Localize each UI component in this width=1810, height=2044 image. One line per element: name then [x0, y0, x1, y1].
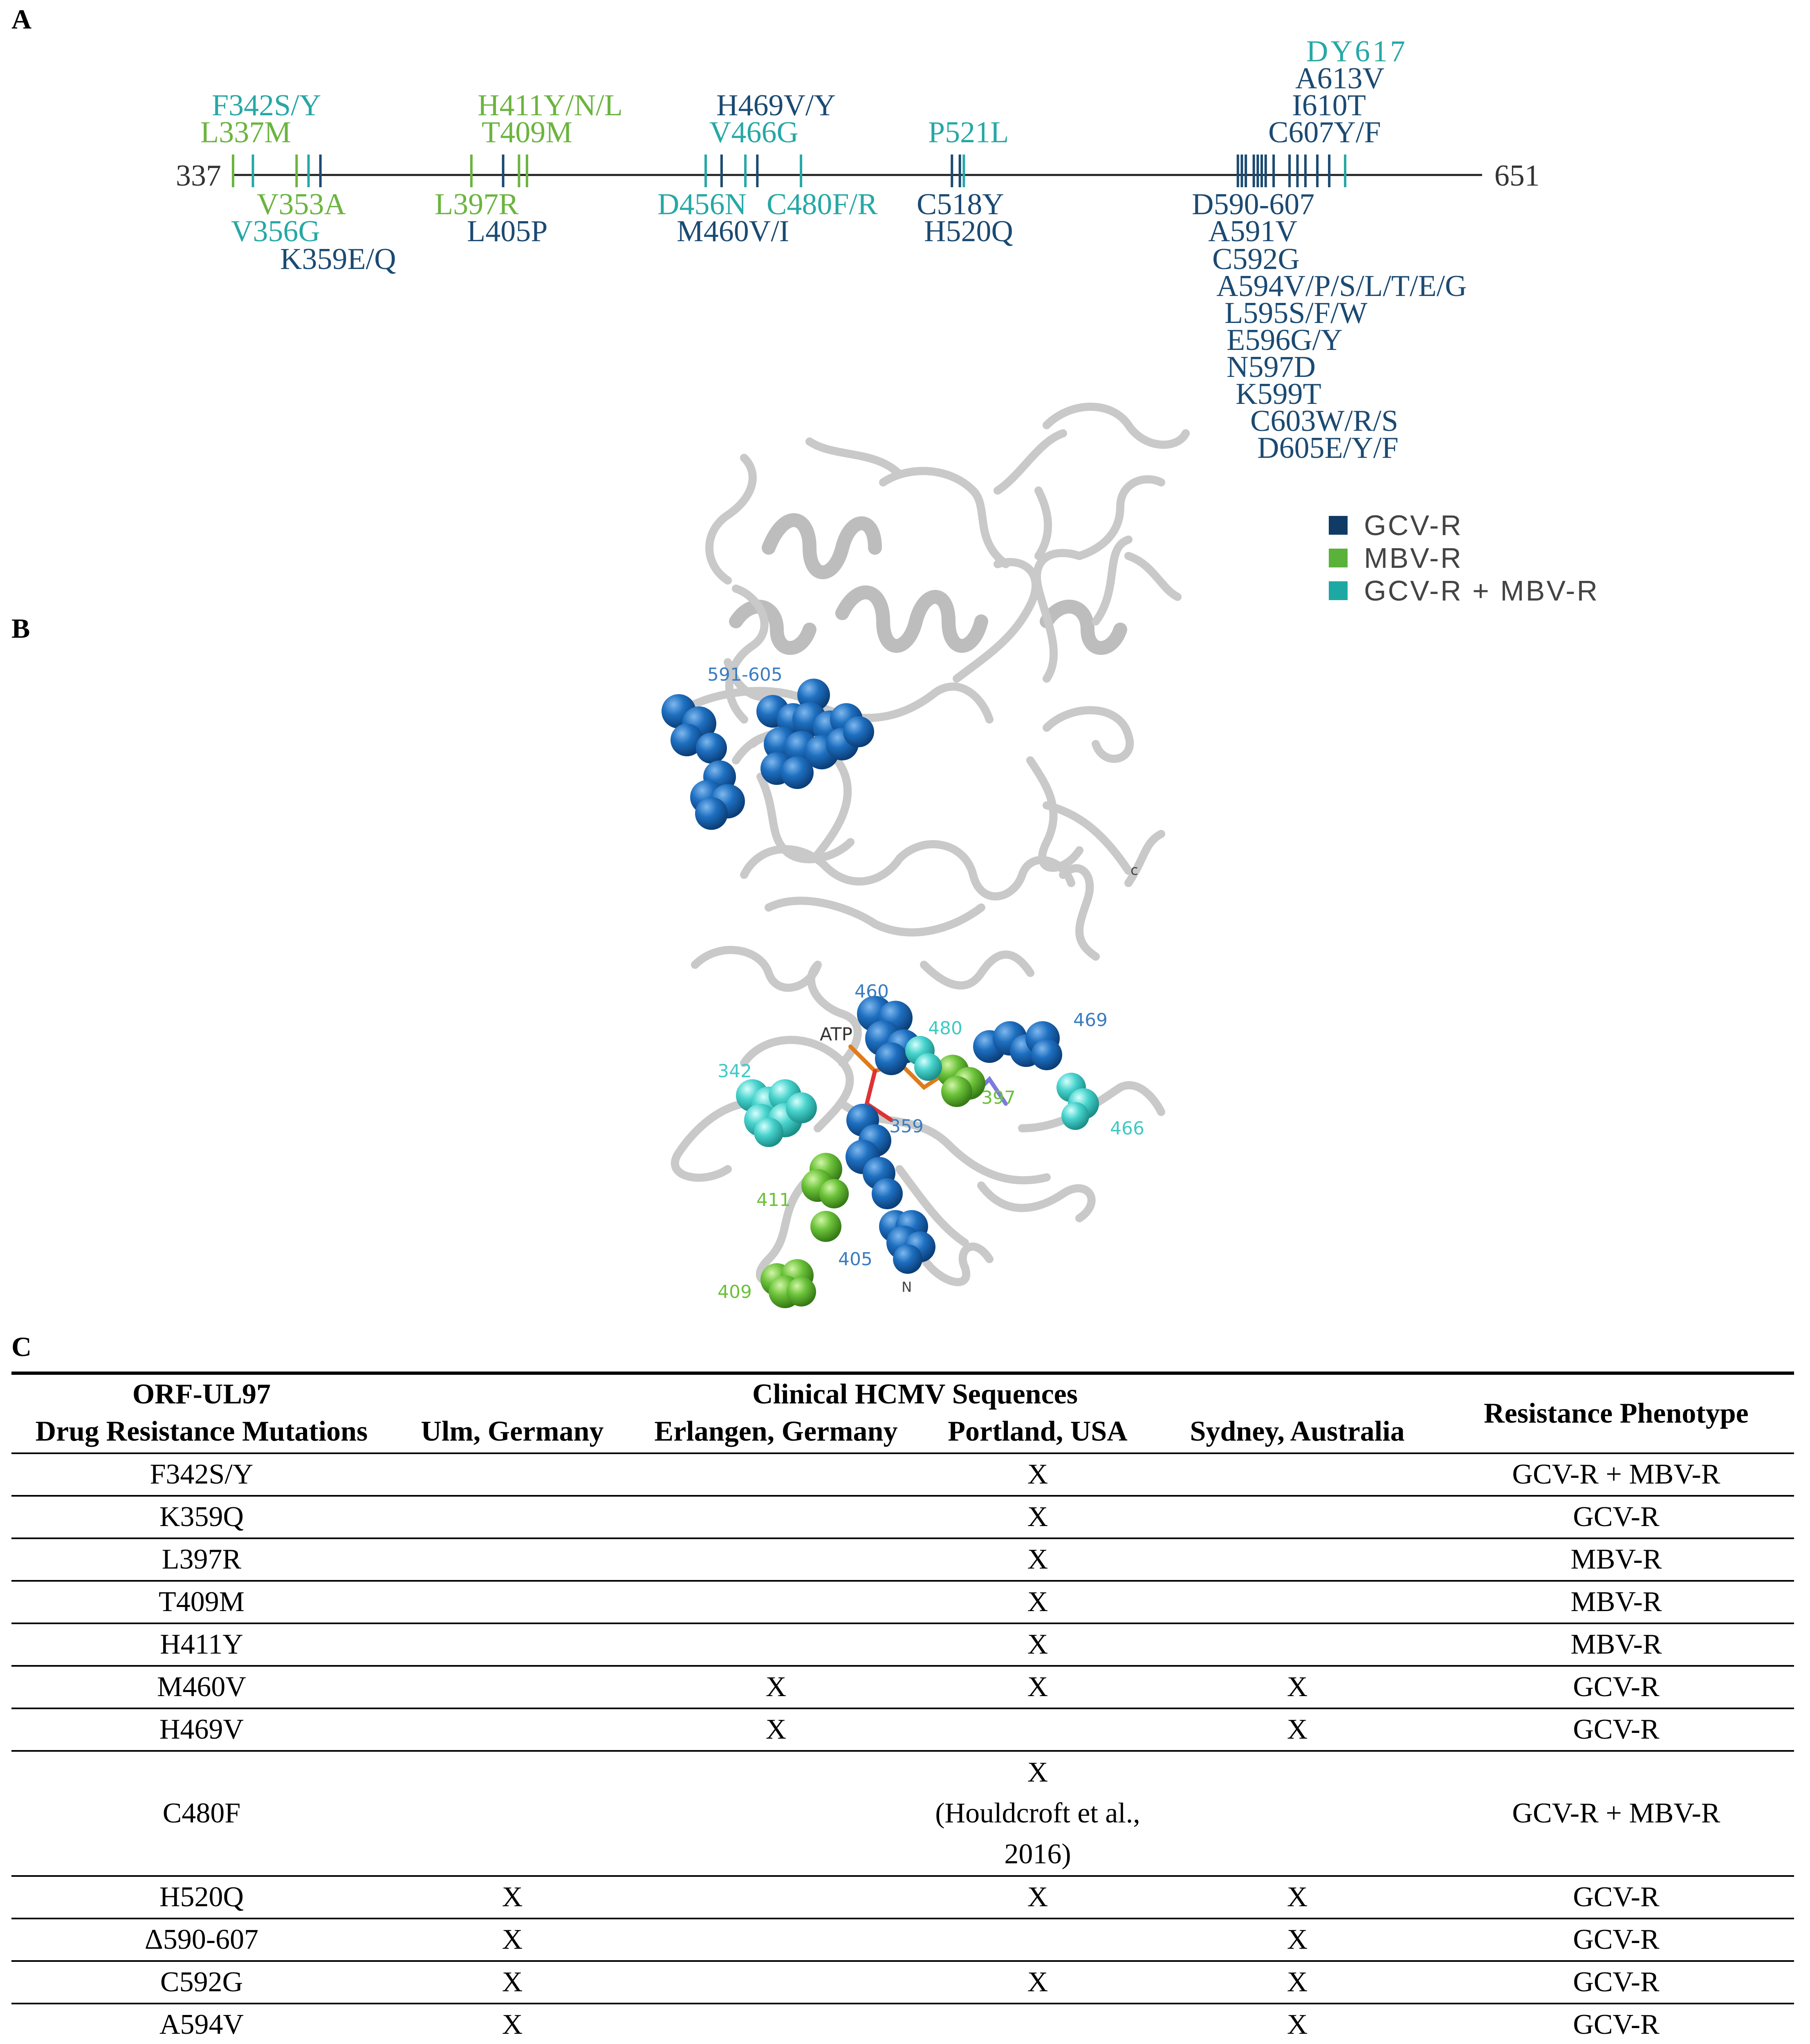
- protein-ribbon: [671, 687, 1161, 1282]
- map-label: D590-607: [1192, 188, 1315, 221]
- portland-cell: [919, 2004, 1156, 2044]
- phenotype-cell: GCV-R: [1573, 1924, 1660, 1955]
- portland-cell: X: [1027, 1586, 1048, 1618]
- erlangen-cell: X: [765, 1671, 787, 1703]
- table-row: [11, 1453, 1794, 1496]
- map-label: A613V: [1295, 62, 1384, 95]
- portland-cell: X: [1027, 1966, 1048, 1998]
- mutation-cell: C480F: [162, 1797, 241, 1829]
- map-label: L405P: [467, 215, 548, 248]
- header-site: Sydney, Australia: [1190, 1416, 1405, 1447]
- table-row: [11, 1708, 1794, 1751]
- portland-cell: X: [1027, 1881, 1048, 1913]
- table-row: [11, 1918, 1794, 1961]
- map-label: D605E/Y/F: [1257, 431, 1399, 465]
- erlangen-cell: [633, 1751, 919, 1876]
- map-label: H411Y/N/L: [478, 89, 623, 122]
- map-label: K359E/Q: [280, 242, 396, 276]
- phenotype-cell: GCV-R: [1573, 1881, 1660, 1913]
- mutation-cell: A594V: [159, 2009, 244, 2040]
- map-label: K599T: [1236, 377, 1321, 411]
- sydney-cell: [1156, 1623, 1438, 1666]
- erlangen-cell: [633, 2004, 919, 2044]
- header-phenotype: Resistance Phenotype: [1484, 1398, 1749, 1429]
- map-label: V353A: [257, 188, 346, 221]
- panel-label-b: B: [11, 613, 30, 644]
- table-row: [11, 1751, 1794, 1876]
- map-label: A594V/P/S/L/T/E/G: [1216, 269, 1467, 303]
- phenotype-cell: MBV-R: [1570, 1586, 1662, 1618]
- header-group: Clinical HCMV Sequences: [752, 1378, 1078, 1410]
- helix-ribbons: [736, 520, 1120, 648]
- phenotype-cell: GCV-R: [1573, 1671, 1660, 1703]
- sydney-cell: X: [1287, 2009, 1308, 2040]
- sydney-cell: X: [1287, 1924, 1308, 1955]
- mutation-cell: L397R: [161, 1544, 242, 1575]
- legend-label-both: GCV-R + MBV-R: [1364, 575, 1599, 607]
- map-end-label: 651: [1494, 159, 1540, 193]
- mutation-cell: Δ590-607: [144, 1924, 259, 1955]
- map-label: L595S/F/W: [1225, 296, 1368, 330]
- map-label: C607Y/F: [1268, 116, 1381, 149]
- portland-cell: [919, 1918, 1156, 1961]
- header-site: Portland, USA: [948, 1416, 1128, 1447]
- spheres-gcv: [662, 679, 1062, 1274]
- sydney-cell: [1156, 1581, 1438, 1623]
- map-label: P521L: [928, 116, 1009, 149]
- citation-note: 2016): [1004, 1838, 1071, 1870]
- legend-label-mbv: MBV-R: [1364, 542, 1463, 574]
- header-site: Erlangen, Germany: [654, 1416, 898, 1447]
- mutation-cell: C592G: [160, 1966, 243, 1998]
- map-label: V356G: [231, 215, 320, 248]
- sydney-cell: X: [1287, 1714, 1308, 1745]
- mutation-cell: K359Q: [159, 1501, 244, 1533]
- phenotype-cell: MBV-R: [1570, 1629, 1662, 1660]
- phenotype-cell: GCV-R: [1573, 1966, 1660, 1998]
- mutation-cell: T409M: [159, 1586, 244, 1618]
- ulm-cell: X: [502, 1966, 523, 1998]
- sydney-cell: [1156, 1453, 1438, 1496]
- ulm-cell: X: [502, 2009, 523, 2040]
- erlangen-cell: [633, 1453, 919, 1496]
- map-label: C480F/R: [767, 188, 878, 221]
- residue-label: 397: [981, 1087, 1016, 1108]
- ulm-cell: [392, 1623, 633, 1666]
- erlangen-cell: [633, 1961, 919, 2004]
- map-label: L397R: [435, 188, 519, 221]
- mutation-cell: H411Y: [160, 1629, 243, 1660]
- map-label: T409M: [482, 116, 572, 149]
- table-row: [11, 1496, 1794, 1538]
- map-label: L337M: [200, 116, 291, 149]
- ulm-cell: [392, 1538, 633, 1581]
- mutation-cell: H520Q: [159, 1881, 244, 1913]
- panel-label-a: A: [11, 4, 32, 35]
- portland-cell: X: [1027, 1501, 1048, 1533]
- ulm-cell: [392, 1581, 633, 1623]
- phenotype-cell: GCV-R: [1573, 2009, 1660, 2040]
- erlangen-cell: [633, 1581, 919, 1623]
- sydney-cell: X: [1287, 1881, 1308, 1913]
- map-start-label: 337: [176, 159, 221, 193]
- residue-label: 409: [718, 1282, 752, 1302]
- erlangen-cell: [633, 1538, 919, 1581]
- mutation-table: [11, 1372, 1794, 2044]
- portland-cell: X: [1027, 1459, 1048, 1490]
- map-label: N597D: [1227, 350, 1316, 384]
- sydney-cell: [1156, 1538, 1438, 1581]
- header-site: Ulm, Germany: [421, 1416, 604, 1447]
- sydney-cell: [1156, 1496, 1438, 1538]
- phenotype-cell: GCV-R: [1573, 1501, 1660, 1533]
- portland-cell: X: [1027, 1671, 1048, 1703]
- ulm-cell: [392, 1453, 633, 1496]
- table-row: [11, 2004, 1794, 2044]
- map-label: H469V/Y: [716, 89, 836, 122]
- map-label: C603W/R/S: [1250, 404, 1398, 438]
- phenotype-cell: GCV-R: [1573, 1714, 1660, 1745]
- map-label: F342S/Y: [212, 89, 321, 122]
- map-label: V466G: [709, 116, 798, 149]
- erlangen-cell: [633, 1496, 919, 1538]
- table-row: [11, 1538, 1794, 1581]
- table-row: [11, 1623, 1794, 1666]
- erlangen-cell: X: [765, 1714, 787, 1745]
- mutation-cell: M460V: [157, 1671, 246, 1703]
- erlangen-cell: [633, 1876, 919, 1918]
- map-label: C592G: [1212, 242, 1300, 276]
- table-row: [11, 1666, 1794, 1708]
- table-row: [11, 1876, 1794, 1918]
- map-label: M460V/I: [677, 215, 789, 248]
- residue-label: ATP: [820, 1024, 853, 1045]
- phenotype-cell: MBV-R: [1570, 1544, 1662, 1575]
- portland-cell: X: [1027, 1629, 1048, 1660]
- ulm-cell: X: [502, 1924, 523, 1955]
- residue-label: N: [902, 1279, 912, 1295]
- residue-label: 405: [838, 1249, 872, 1270]
- ulm-cell: [392, 1496, 633, 1538]
- table-row: [11, 1581, 1794, 1623]
- ulm-cell: [392, 1708, 633, 1751]
- sydney-cell: X: [1287, 1966, 1308, 1998]
- header-mutations-line2: Drug Resistance Mutations: [35, 1416, 368, 1447]
- portland-cell: X: [1027, 1544, 1048, 1575]
- residue-label: 480: [928, 1018, 962, 1039]
- residue-label: 469: [1073, 1010, 1108, 1031]
- map-label: C518Y: [917, 188, 1004, 221]
- map-label: I610T: [1292, 89, 1366, 122]
- residue-label: 460: [855, 981, 889, 1002]
- ulm-cell: [392, 1751, 633, 1876]
- legend-label-gcv: GCV-R: [1364, 509, 1463, 541]
- erlangen-cell: [633, 1918, 919, 1961]
- residue-label: 466: [1110, 1118, 1144, 1139]
- map-label: A591V: [1208, 215, 1297, 248]
- residue-label: c: [1130, 862, 1138, 879]
- panel-label-c: C: [11, 1331, 32, 1362]
- portland-cell: X: [1027, 1757, 1048, 1788]
- residue-label: 591-605: [707, 664, 783, 685]
- map-label: H520Q: [924, 215, 1013, 248]
- residue-label: 342: [718, 1061, 752, 1082]
- map-label: DY617: [1306, 35, 1408, 68]
- table-row: [11, 1961, 1794, 2004]
- sydney-cell: X: [1287, 1671, 1308, 1703]
- phenotype-cell: GCV-R + MBV-R: [1512, 1797, 1720, 1829]
- residue-label: 411: [756, 1190, 791, 1210]
- table-header-row-1: [11, 1373, 1794, 1411]
- map-label: D456N: [657, 188, 747, 221]
- map-label: E596G/Y: [1227, 323, 1343, 357]
- citation-note: (Houldcroft et al.,: [935, 1797, 1140, 1829]
- mutation-cell: F342S/Y: [150, 1459, 253, 1490]
- mutation-cell: H469V: [159, 1714, 244, 1745]
- erlangen-cell: [633, 1623, 919, 1666]
- ulm-cell: [392, 1666, 633, 1708]
- residue-label: 359: [889, 1116, 924, 1137]
- ulm-cell: X: [502, 1881, 523, 1913]
- sydney-cell: [1156, 1751, 1438, 1876]
- portland-cell: [919, 1708, 1156, 1751]
- phenotype-cell: GCV-R + MBV-R: [1512, 1459, 1720, 1490]
- header-mutations-line1: ORF-UL97: [132, 1378, 271, 1410]
- portland-cell-with-note: [919, 1751, 1156, 1876]
